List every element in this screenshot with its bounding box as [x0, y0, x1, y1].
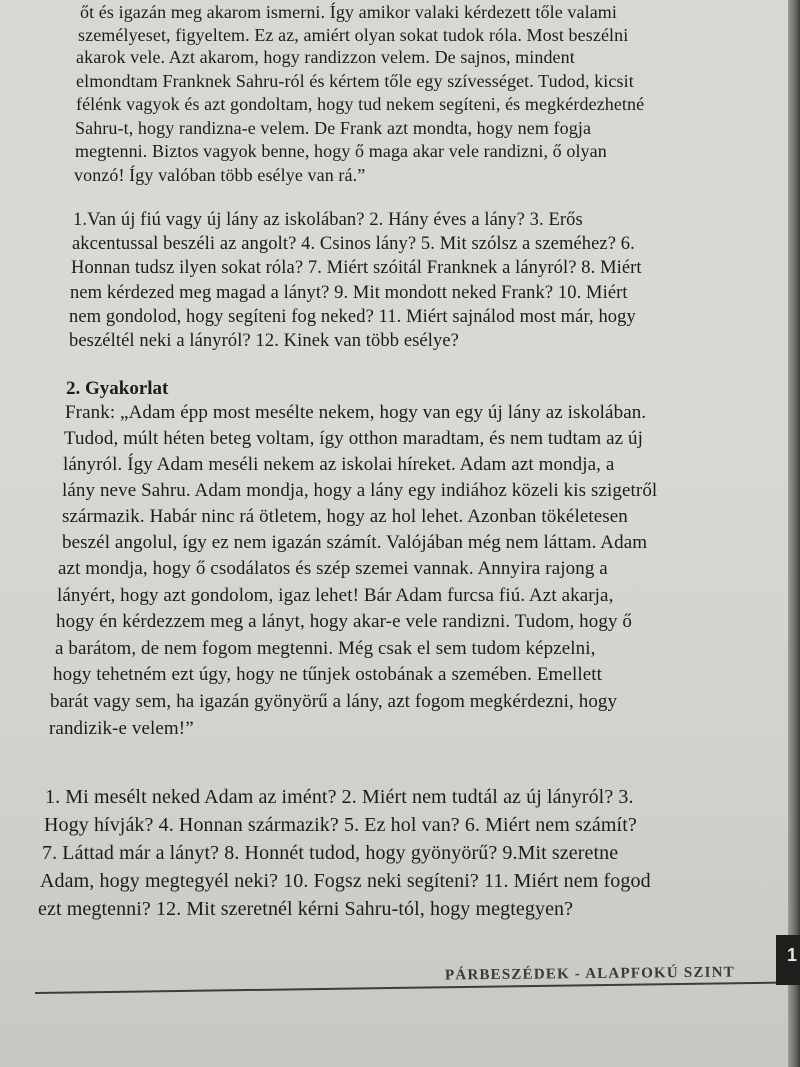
story-line: megtenni. Biztos vagyok benne, hogy ő maga akar vele randizni, ő olyan — [75, 141, 607, 161]
story-line: elmondtam Franknek Sahru-ról és kértem tőle egy szívességet. Tudod, kicsit — [76, 71, 634, 91]
page-number: 1 — [787, 945, 798, 965]
question-line: Honnan tudsz ilyen sokat róla? 7. Miért szóitál Franknek a lányról? 8. Miért — [71, 258, 642, 278]
question-line: Hogy hívják? 4. Honnan származik? 5. Ez hol van? 6. Miért nem számít? — [44, 814, 637, 836]
question-line: Adam, hogy megtegyél neki? 10. Fogsz neki segíteni? 11. Miért nem fogod — [40, 870, 651, 892]
story-line: Sahru-t, hogy randizna-e velem. De Frank azt mondta, hogy nem fogja — [75, 118, 592, 138]
story-line: félénk vagyok és azt gondoltam, hogy tud nekem segíteni, és megkérdezhetné — [76, 94, 645, 114]
question-line: beszéltél neki a lányról? 12. Kinek van több esélye? — [69, 331, 459, 351]
story-line: őt és igazán meg akarom ismerni. Így amikor valaki kérdezett tőle valami — [80, 2, 618, 22]
exercise-line: beszél angolul, így ez nem igazán számít. Valójában még nem láttam. Adam — [62, 532, 648, 553]
footer-divider — [35, 981, 790, 994]
exercise-line: randizik-e velem!” — [49, 718, 194, 739]
exercise-line: hogy tehetném ezt úgy, hogy ne tűnjek ostobának a szemében. Emellett — [53, 664, 603, 685]
exercise-line: hogy én kérdezzem meg a lányt, hogy akar-e vele randizni. Tudom, hogy ő — [56, 611, 633, 632]
exercise-line: lányról. Így Adam meséli nekem az iskolai híreket. Adam azt mondja, a — [63, 454, 615, 475]
exercise-line: azt mondja, hogy ő csodálatos és szép szemei vannak. Annyira rajong a — [58, 558, 608, 579]
story-line: személyeset, figyeltem. Ez az, amiért olyan sokat tudok róla. Most beszélni — [78, 25, 629, 45]
page-edge-shadow — [788, 0, 800, 1067]
exercise-line: származik. Habár ninc rá ötletem, hogy az hol lehet. Azonban tökéletesen — [62, 506, 628, 527]
exercise-2-title: 2. Gyakorlat — [66, 378, 169, 399]
question-line: 1.Van új fiú vagy új lány az iskolában? 2. Hány éves a lány? 3. Erős — [73, 210, 583, 230]
exercise-line: Tudod, múlt héten beteg voltam, így otthon maradtam, és nem tudtam az új — [64, 428, 644, 449]
question-line: ezt megtenni? 12. Mit szeretnél kérni Sahru-tól, hogy megtegyen? — [38, 898, 574, 920]
exercise-line: lányért, hogy azt gondolom, igaz lehet! Bár Adam furcsa fiú. Azt akarja, — [57, 585, 614, 606]
question-line: akcentussal beszéli az angolt? 4. Csinos lány? 5. Mit szólsz a szeméhez? 6. — [72, 234, 635, 254]
story-line: akarok vele. Azt akarom, hogy randizzon velem. De sajnos, mindent — [76, 47, 575, 67]
question-line: nem gondolod, hogy segíteni fog neked? 11. Miért sajnálod most már, hogy — [69, 307, 636, 327]
question-line: 1. Mi mesélt neked Adam az imént? 2. Miért nem tudtál az új lányról? 3. — [45, 786, 634, 808]
exercise-line: Frank: „Adam épp most mesélte nekem, hogy van egy új lány az iskolában. — [65, 402, 647, 423]
exercise-line: barát vagy sem, ha igazán gyönyörű a lány, azt fogom megkérdezni, hogy — [50, 691, 618, 712]
footer-label: PÁRBESZÉDEK - ALAPFOKÚ SZINT — [444, 964, 735, 984]
question-line: 7. Láttad már a lányt? 8. Honnét tudod, hogy gyönyörű? 9.Mit szeretne — [42, 842, 619, 864]
story-line: vonzó! Így valóban több esélye van rá.” — [74, 165, 366, 185]
exercise-line: a barátom, de nem fogom megtenni. Még csak el sem tudom képzelni, — [55, 638, 596, 659]
question-line: nem kérdezed meg magad a lányt? 9. Mit mondott neked Frank? 10. Miért — [70, 283, 628, 303]
exercise-line: lány neve Sahru. Adam mondja, hogy a lány egy indiához közeli kis szigetről — [62, 480, 658, 501]
